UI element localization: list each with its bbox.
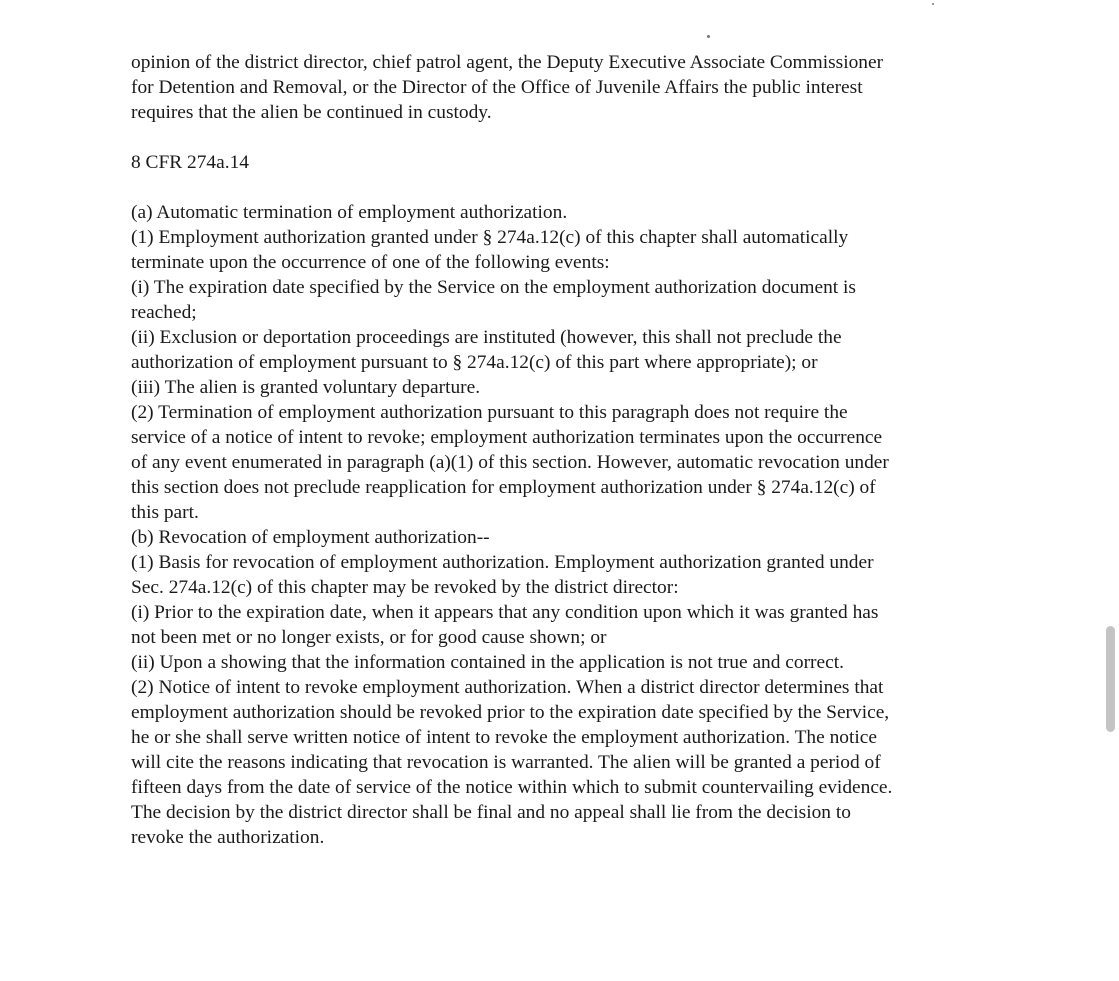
- text-line: of any event enumerated in paragraph (a)(1) of this section. However, automatic revocation under: [131, 452, 889, 473]
- section-heading: [131, 150, 1011, 175]
- text-line: this part.: [131, 502, 199, 523]
- text-line: authorization of employment pursuant to § 274a.12(c) of this part where appropriate); or: [131, 352, 818, 373]
- text-line: The decision by the district director shall be final and no appeal shall lie from the decision to: [131, 802, 851, 823]
- text-line: for Detention and Removal, or the Director of the Office of Juvenile Affairs the public interest: [131, 77, 863, 98]
- text-line: opinion of the district director, chief patrol agent, the Deputy Executive Associate Commissioner: [131, 52, 884, 73]
- text-line: requires that the alien be continued in custody.: [131, 102, 492, 123]
- text-line: (1) Employment authorization granted under § 274a.12(c) of this chapter shall automatically: [131, 227, 849, 248]
- text-line: employment authorization should be revoked prior to the expiration date specified by the Service,: [131, 702, 890, 723]
- text-line: (ii) Exclusion or deportation proceedings are instituted (however, this shall not preclude the: [131, 327, 842, 348]
- paragraph-continuation: [131, 50, 1011, 125]
- vertical-scrollbar-thumb[interactable]: [1106, 626, 1115, 732]
- text-line: not been met or no longer exists, or for good cause shown; or: [131, 627, 607, 648]
- text-line: (i) Prior to the expiration date, when it appears that any condition upon which it was granted has: [131, 602, 879, 623]
- text-line: (2) Notice of intent to revoke employment authorization. When a district director determines that: [131, 677, 884, 698]
- text-line: will cite the reasons indicating that revocation is warranted. The alien will be granted a period of: [131, 752, 881, 773]
- text-line: (2) Termination of employment authorization pursuant to this paragraph does not require the: [131, 402, 848, 423]
- text-line: (1) Basis for revocation of employment authorization. Employment authorization granted under: [131, 552, 874, 573]
- heading-text: 8 CFR 274a.14: [131, 152, 249, 173]
- text-line: he or she shall serve written notice of intent to revoke the employment authorization. The notice: [131, 727, 877, 748]
- text-line: (ii) Upon a showing that the information contained in the application is not true and correct.: [131, 652, 844, 673]
- text-line: reached;: [131, 302, 197, 323]
- text-line: fifteen days from the date of service of the notice within which to submit countervailing evidence.: [131, 777, 893, 798]
- text-line: this section does not preclude reapplication for employment authorization under § 274a.12(c) of: [131, 477, 876, 498]
- text-line: revoke the authorization.: [131, 827, 325, 848]
- text-line: Sec. 274a.12(c) of this chapter may be revoked by the district director:: [131, 577, 679, 598]
- scan-speck: [707, 35, 710, 38]
- text-line: service of a notice of intent to revoke; employment authorization terminates upon the occurrence: [131, 427, 883, 448]
- text-line: (b) Revocation of employment authorization--: [131, 527, 490, 548]
- scan-speck: [932, 3, 934, 5]
- text-line: (a) Automatic termination of employment authorization.: [131, 202, 568, 223]
- text-line: (i) The expiration date specified by the Service on the employment authorization document is: [131, 277, 856, 298]
- text-line: (iii) The alien is granted voluntary departure.: [131, 377, 481, 398]
- text-line: terminate upon the occurrence of one of the following events:: [131, 252, 610, 273]
- regulation-body: [131, 200, 1011, 850]
